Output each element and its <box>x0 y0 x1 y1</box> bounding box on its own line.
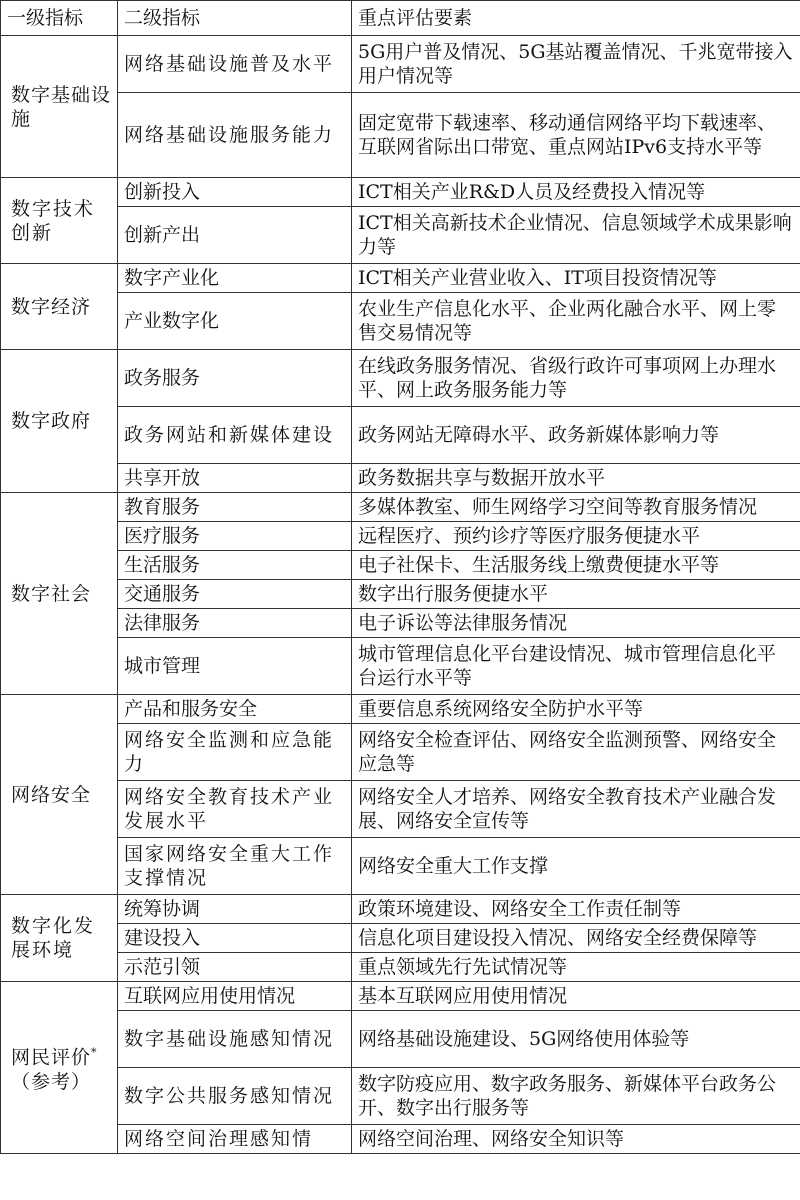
table-row <box>1 36 800 93</box>
level1-cell: 数字化发展环境 <box>1 895 118 982</box>
table-row <box>1 838 800 895</box>
header-level2: 二级指标 <box>118 1 352 36</box>
level2-cell: 国家网络安全重大工作支撑情况 <box>118 838 352 895</box>
table-row <box>1 924 800 953</box>
elements-cell: 政务网站无障碍水平、政务新媒体影响力等 <box>352 407 800 464</box>
level2-cell: 政务网站和新媒体建设 <box>118 407 352 464</box>
level1-cell: 网络安全 <box>1 695 118 895</box>
table-row <box>1 580 800 609</box>
table-row <box>1 551 800 580</box>
level2-cell: 网络空间治理感知情 <box>118 1125 352 1154</box>
level2-cell: 创新产出 <box>118 207 352 264</box>
level2-cell: 网络安全教育技术产业发展水平 <box>118 781 352 838</box>
elements-cell: 农业生产信息化水平、企业两化融合水平、网上零售交易情况等 <box>352 293 800 350</box>
level2-cell: 产品和服务安全 <box>118 695 352 724</box>
level2-cell: 互联网应用使用情况 <box>118 982 352 1011</box>
level1-cell: 数字社会 <box>1 493 118 695</box>
level2-cell: 数字公共服务感知情况 <box>118 1068 352 1125</box>
header-elements: 重点评估要素 <box>352 1 800 36</box>
level2-cell: 示范引领 <box>118 953 352 982</box>
elements-cell: 政务数据共享与数据开放水平 <box>352 464 800 493</box>
level1-cell: 数字基础设施 <box>1 36 118 178</box>
elements-cell: 在线政务服务情况、省级行政许可事项网上办理水平、网上政务服务能力等 <box>352 350 800 407</box>
table-row <box>1 522 800 551</box>
elements-cell: 网络安全重大工作支撑 <box>352 838 800 895</box>
table-row <box>1 695 800 724</box>
elements-cell: 重要信息系统网络安全防护水平等 <box>352 695 800 724</box>
elements-cell: 基本互联网应用使用情况 <box>352 982 800 1011</box>
level1-cell <box>1 982 118 1154</box>
level2-cell: 网络基础设施普及水平 <box>118 36 352 93</box>
table-row <box>1 609 800 638</box>
elements-cell: 城市管理信息化平台建设情况、城市管理信息化平台运行水平等 <box>352 638 800 695</box>
level2-cell: 法律服务 <box>118 609 352 638</box>
table-row <box>1 293 800 350</box>
table-row <box>1 1125 800 1154</box>
table-row <box>1 350 800 407</box>
table-row <box>1 638 800 695</box>
level2-cell: 产业数字化 <box>118 293 352 350</box>
elements-cell: 固定宽带下载速率、移动通信网络平均下载速率、互联网省际出口带宽、重点网站IPv6支持水平等 <box>352 93 800 178</box>
table-row <box>1 207 800 264</box>
elements-cell: 政策环境建设、网络安全工作责任制等 <box>352 895 800 924</box>
level2-cell: 统筹协调 <box>118 895 352 924</box>
level1-name: 网民评价 <box>11 1046 92 1069</box>
header-level1: 一级指标 <box>1 1 118 36</box>
elements-cell: 5G用户普及情况、5G基站覆盖情况、千兆宽带接入用户情况等 <box>352 36 800 93</box>
elements-cell: ICT相关高新技术企业情况、信息领域学术成果影响力等 <box>352 207 800 264</box>
elements-cell: 网络安全检查评估、网络安全监测预警、网络安全应急等 <box>352 724 800 781</box>
level1-cell: 数字政府 <box>1 350 118 493</box>
table-row <box>1 264 800 293</box>
level2-cell: 共享开放 <box>118 464 352 493</box>
level2-cell: 创新投入 <box>118 178 352 207</box>
table-row <box>1 781 800 838</box>
table-row <box>1 895 800 924</box>
level1-note: （参考） <box>11 1070 92 1093</box>
elements-cell: 电子诉讼等法律服务情况 <box>352 609 800 638</box>
table-row <box>1 724 800 781</box>
footnote-mark: * <box>91 1046 98 1060</box>
elements-cell: ICT相关产业营业收入、IT项目投资情况等 <box>352 264 800 293</box>
level2-cell: 网络基础设施服务能力 <box>118 93 352 178</box>
header-row <box>1 1 800 36</box>
level2-cell: 生活服务 <box>118 551 352 580</box>
table-row <box>1 1011 800 1068</box>
table-row <box>1 982 800 1011</box>
level2-cell: 城市管理 <box>118 638 352 695</box>
elements-cell: 网络基础设施建设、5G网络使用体验等 <box>352 1011 800 1068</box>
table-row <box>1 407 800 464</box>
table-row <box>1 93 800 178</box>
elements-cell: 网络空间治理、网络安全知识等 <box>352 1125 800 1154</box>
level2-cell: 医疗服务 <box>118 522 352 551</box>
level2-cell: 网络安全监测和应急能力 <box>118 724 352 781</box>
table-row <box>1 1068 800 1125</box>
level2-cell: 数字产业化 <box>118 264 352 293</box>
elements-cell: 重点领域先行先试情况等 <box>352 953 800 982</box>
elements-cell: 电子社保卡、生活服务线上缴费便捷水平等 <box>352 551 800 580</box>
level2-cell: 教育服务 <box>118 493 352 522</box>
level1-cell: 数字技术创新 <box>1 178 118 264</box>
level2-cell: 交通服务 <box>118 580 352 609</box>
level1-cell: 数字经济 <box>1 264 118 350</box>
elements-cell: ICT相关产业R&D人员及经费投入情况等 <box>352 178 800 207</box>
table-row <box>1 493 800 522</box>
table-row <box>1 464 800 493</box>
table-row <box>1 953 800 982</box>
level2-cell: 政务服务 <box>118 350 352 407</box>
elements-cell: 网络安全人才培养、网络安全教育技术产业融合发展、网络安全宣传等 <box>352 781 800 838</box>
elements-cell: 数字防疫应用、数字政务服务、新媒体平台政务公开、数字出行服务等 <box>352 1068 800 1125</box>
elements-cell: 信息化项目建设投入情况、网络安全经费保障等 <box>352 924 800 953</box>
elements-cell: 远程医疗、预约诊疗等医疗服务便捷水平 <box>352 522 800 551</box>
level2-cell: 建设投入 <box>118 924 352 953</box>
table-row <box>1 178 800 207</box>
elements-cell: 多媒体教室、师生网络学习空间等教育服务情况 <box>352 493 800 522</box>
level2-cell: 数字基础设施感知情况 <box>118 1011 352 1068</box>
elements-cell: 数字出行服务便捷水平 <box>352 580 800 609</box>
